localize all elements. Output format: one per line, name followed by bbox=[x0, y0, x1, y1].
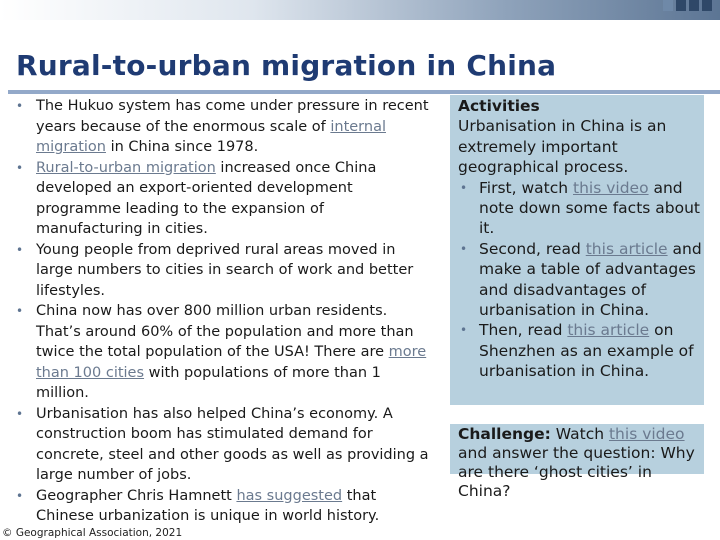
bullet-dot: • bbox=[460, 180, 468, 195]
left-bullet-list bbox=[10, 96, 434, 527]
decor-square bbox=[702, 0, 712, 11]
activity-item bbox=[458, 178, 702, 239]
this-video-link[interactable]: this video bbox=[573, 178, 649, 197]
bullet-text: Young people from deprived rural areas moved in large numbers to cities in search of work and better lifestyles. bbox=[36, 241, 414, 299]
activities-heading: Activities bbox=[458, 97, 540, 115]
has-suggested-link[interactable]: has suggested bbox=[236, 487, 343, 504]
top-decoration-bar bbox=[0, 0, 720, 20]
bullet-dot: • bbox=[16, 160, 24, 175]
this-article-link[interactable]: this article bbox=[585, 239, 668, 258]
title-divider bbox=[8, 90, 720, 94]
activity-text: and note down some facts about it. bbox=[479, 178, 700, 238]
slide-title: Rural-to-urban migration in China bbox=[16, 49, 557, 82]
activities-intro: Urbanisation in China is an extremely important geographical process. bbox=[458, 117, 667, 177]
challenge-text: and answer the question: Why are there ‘ghost cities’ in China? bbox=[458, 444, 695, 500]
bullet-dot: • bbox=[16, 488, 24, 503]
decor-square bbox=[689, 0, 699, 11]
activity-text: Second, read bbox=[479, 239, 586, 258]
bullet-item bbox=[10, 240, 434, 302]
challenge-box bbox=[458, 425, 702, 501]
activity-text: Then, read bbox=[479, 321, 568, 340]
challenge-text: Watch bbox=[550, 425, 609, 443]
challenge-video-link[interactable]: this video bbox=[608, 425, 685, 443]
internal-migration-link[interactable]: internal migration bbox=[36, 118, 386, 155]
bullet-text: Urbanisation has also helped China’s economy. A construction boom has stimulated demand for concrete, steel and other goods as well as providing a large number of jobs. bbox=[36, 405, 429, 483]
bullet-text: The Hukuo system has come under pressure in recent years because of the enormous scale of bbox=[36, 98, 429, 135]
bullet-text: with populations of more than 1 million. bbox=[36, 364, 381, 401]
bullet-text: increased once China developed an export-oriented development programme leading to the expansion of manufacturing in cities. bbox=[36, 159, 377, 237]
bullet-item bbox=[10, 301, 434, 404]
bullet-dot: • bbox=[16, 304, 24, 318]
bullet-dot: • bbox=[16, 406, 24, 421]
bullet-text: Geographer Chris Hamnett bbox=[36, 487, 237, 504]
corner-squares bbox=[663, 0, 712, 11]
bullet-text: in China since 1978. bbox=[105, 139, 259, 155]
activity-text: and make a table of advantages and disadvantages of urbanisation in China. bbox=[479, 239, 702, 320]
activity-text: First, watch bbox=[479, 178, 573, 197]
bullet-dot: • bbox=[16, 242, 24, 257]
bullet-item bbox=[10, 404, 434, 486]
bullet-item bbox=[10, 96, 434, 158]
rural-to-urban-migration-link[interactable]: Rural-to-urban migration bbox=[36, 159, 216, 176]
activity-text: on Shenzhen as an example of urbanisation in China. bbox=[479, 321, 694, 381]
bullet-item bbox=[10, 486, 434, 527]
bullet-dot: • bbox=[460, 323, 468, 338]
decor-square bbox=[676, 0, 686, 11]
bullet-item bbox=[10, 158, 434, 240]
bullet-text: China now has over 800 million urban residents. That’s around 60% of the population and more than twice the total population of the USA! There are bbox=[36, 303, 414, 360]
more-than-100-cities-link[interactable]: more than 100 cities bbox=[36, 344, 427, 381]
this-article-shenzhen-link[interactable]: this article bbox=[567, 321, 650, 340]
decor-square bbox=[663, 0, 673, 11]
bullet-text: that Chinese urbanization is unique in world history. bbox=[36, 487, 380, 524]
activities-box bbox=[458, 96, 702, 382]
bullet-dot: • bbox=[16, 99, 24, 113]
copyright-footer: © Geographical Association, 2021 bbox=[2, 527, 183, 539]
bullet-dot: • bbox=[460, 241, 468, 256]
challenge-label: Challenge: bbox=[458, 425, 551, 443]
activity-item bbox=[458, 239, 702, 321]
activity-item bbox=[458, 320, 702, 381]
